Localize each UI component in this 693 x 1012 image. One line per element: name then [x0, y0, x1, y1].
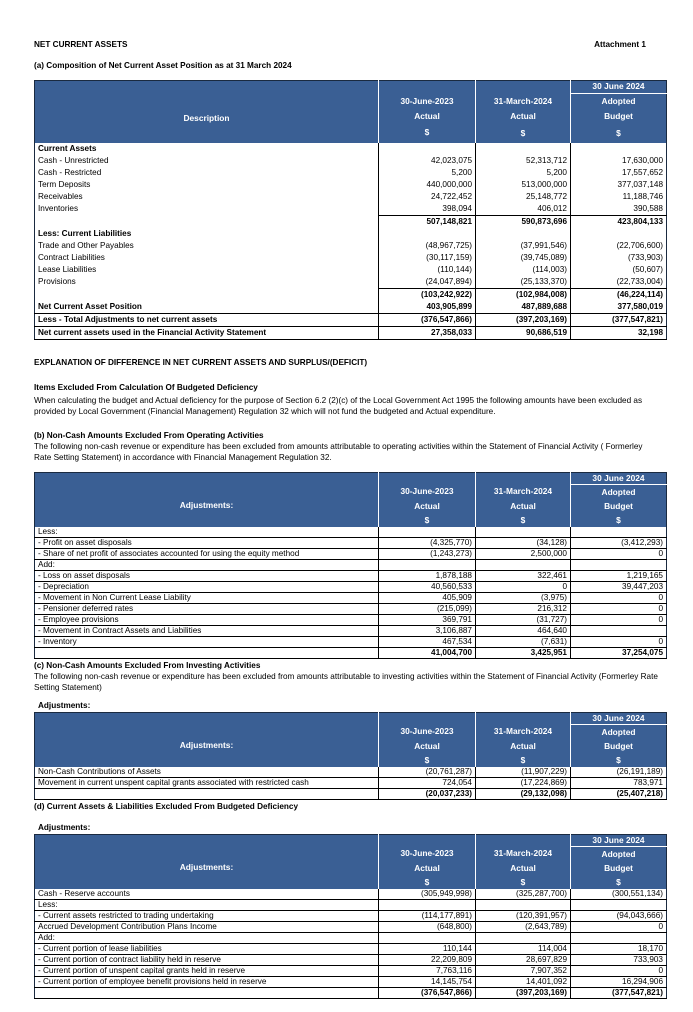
row-value: 513,000,000: [476, 179, 571, 191]
row-value: 1,878,188: [379, 571, 476, 582]
row-value: 405,909: [379, 593, 476, 604]
table-row: [35, 276, 667, 289]
row-value: [571, 228, 667, 240]
row-value: (25,407,218): [571, 789, 667, 800]
row-label: Term Deposits: [35, 179, 379, 191]
row-value: 14,145,754: [379, 977, 476, 988]
row-value: 783,971: [571, 778, 667, 789]
row-label: Add:: [35, 933, 379, 944]
row-value: 27,358,033: [379, 327, 476, 340]
row-value: (34,128): [476, 538, 571, 549]
row-value: (31,727): [476, 615, 571, 626]
budget-date-header: 30 June 2024: [571, 473, 667, 485]
table-row: [35, 977, 667, 988]
row-value: 110,144: [379, 944, 476, 955]
row-label: - Current portion of lease liabilities: [35, 944, 379, 955]
table-row: [35, 264, 667, 276]
adjustments-header: Adjustments:: [35, 713, 379, 768]
row-value: (648,800): [379, 922, 476, 933]
row-value: 16,294,906: [571, 977, 667, 988]
col1-header-currency: $: [379, 753, 476, 767]
row-value: (733,903): [627, 253, 663, 262]
row-value: (305,949,998): [379, 889, 476, 900]
table-row: [35, 314, 667, 327]
row-value: 17,630,000: [622, 156, 663, 165]
row-value: [476, 933, 571, 944]
section-b-text: The following non-cash revenue or expenditure has been excluded from amounts attributable to operating activities within the Statement of Financial Activity ( Formerley Rate Setting Statement) in accordance with Financial Management Regulation 32.: [34, 442, 643, 462]
adjustments-header: Adjustments:: [35, 473, 379, 528]
col2-header-currency: $: [476, 753, 571, 767]
row-label: Current Assets: [35, 143, 379, 155]
row-value: (102,984,008): [476, 289, 571, 302]
table-row: [35, 966, 667, 977]
row-value: 18,170: [571, 944, 667, 955]
row-value: 3,106,887: [379, 626, 476, 637]
table-row: [35, 289, 667, 302]
table-row: [35, 228, 667, 240]
table-row: [35, 549, 667, 560]
row-label: - Movement in Contract Assets and Liabilities: [35, 626, 379, 637]
row-value: (20,037,233): [379, 789, 476, 800]
row-value: 114,004: [476, 944, 571, 955]
table-c: [34, 712, 667, 800]
row-value: (397,203,169): [476, 314, 571, 327]
row-value: 7,763,116: [379, 966, 476, 977]
row-value: 32,198: [571, 327, 667, 340]
col2-header-actual: Actual: [476, 861, 571, 875]
col1-header-date: 30-June-2023: [379, 485, 476, 500]
table-row: [35, 637, 667, 648]
row-value: 507,148,821: [379, 216, 476, 229]
row-label: - Current portion of contract liability held in reserve: [35, 955, 379, 966]
col3-header-currency: $: [571, 513, 667, 527]
row-value: 0: [571, 966, 667, 977]
col3-header-adopted: Adopted: [571, 847, 667, 862]
row-value: [571, 527, 667, 538]
table-row: [35, 327, 667, 340]
section-d-adjustments-label: Adjustments:: [38, 823, 91, 832]
col3-header-currency: $: [571, 125, 667, 143]
explanation-title: EXPLANATION OF DIFFERENCE IN NET CURRENT ASSETS AND SURPLUS/(DEFICIT): [34, 358, 368, 367]
row-value: [476, 560, 571, 571]
row-label: - Current assets restricted to trading undertaking: [35, 911, 379, 922]
col3-header-currency: $: [571, 753, 667, 767]
col1-header-actual: Actual: [379, 109, 476, 124]
row-label: Less - Total Adjustments to net current assets: [35, 314, 379, 327]
row-label: Lease Liabilities: [35, 264, 379, 276]
col1-header-actual: Actual: [379, 499, 476, 513]
row-value: (20,761,287): [379, 767, 476, 778]
table-row: [35, 615, 667, 626]
row-value: (37,991,546): [476, 240, 571, 252]
col3-header-budget: Budget: [571, 739, 667, 753]
section-c-text: The following non-cash revenue or expenditure has been excluded from amounts attributable to investing activities within the Statement of Financial Activity (Formerley Rate Setting Statement): [34, 672, 658, 692]
table-row: [35, 179, 667, 191]
row-label: Add:: [35, 560, 379, 571]
row-value: 423,804,133: [571, 216, 667, 229]
table-row: [35, 889, 667, 900]
row-value: (114,003): [476, 264, 571, 276]
row-label: Provisions: [35, 276, 379, 289]
row-label: [35, 216, 379, 229]
budget-date-header: 30 June 2024: [571, 81, 667, 94]
row-label: Less:: [35, 527, 379, 538]
row-value: (17,224,869): [476, 778, 571, 789]
row-label: - Inventory: [35, 637, 379, 648]
row-value: (3,975): [476, 593, 571, 604]
row-value: 5,200: [379, 167, 476, 179]
row-value: 377,580,019: [571, 301, 667, 314]
row-value: (26,191,189): [571, 767, 667, 778]
row-value: (22,706,600): [616, 241, 663, 250]
row-value: (50,607): [632, 265, 663, 274]
row-value: [476, 527, 571, 538]
row-value: 41,004,700: [379, 648, 476, 659]
table-row: [35, 582, 667, 593]
row-value: [571, 900, 667, 911]
table-row: [35, 155, 667, 167]
row-label: [35, 289, 379, 302]
row-value: (2,643,789): [476, 922, 571, 933]
row-value: 2,500,000: [476, 549, 571, 560]
table-row: [35, 203, 667, 216]
row-value: 25,148,772: [476, 191, 571, 203]
row-value: 0: [476, 582, 571, 593]
col1-header-actual: Actual: [379, 739, 476, 753]
col1-header-date: 30-June-2023: [379, 93, 476, 109]
row-label: Receivables: [35, 191, 379, 203]
col2-header-actual: Actual: [476, 739, 571, 753]
table-row: [35, 988, 667, 999]
row-value: (29,132,098): [476, 789, 571, 800]
row-value: 0: [571, 604, 667, 615]
row-value: 733,903: [571, 955, 667, 966]
row-value: 1,219,165: [571, 571, 667, 582]
row-value: (39,745,089): [476, 252, 571, 264]
row-label: [35, 789, 379, 800]
row-value: [379, 900, 476, 911]
section-a-title: (a) Composition of Net Current Asset Position as at 31 March 2024: [34, 61, 292, 70]
table-row: [35, 593, 667, 604]
row-label: - Current portion of unspent capital grants held in reserve: [35, 966, 379, 977]
row-label: Movement in current unspent capital grants associated with restricted cash: [35, 778, 379, 789]
section-c-title: (c) Non-Cash Amounts Excluded From Investing Activities: [34, 661, 261, 670]
row-value: 406,012: [476, 203, 571, 216]
col1-header-actual: Actual: [379, 861, 476, 875]
row-label: Net Current Asset Position: [35, 301, 379, 314]
row-value: (376,547,866): [379, 988, 476, 999]
row-value: 3,425,951: [476, 648, 571, 659]
row-value: (376,547,866): [379, 314, 476, 327]
table-row: [35, 191, 667, 203]
row-value: 42,023,075: [379, 155, 476, 167]
row-value: 5,200: [476, 167, 571, 179]
table-row: [35, 527, 667, 538]
row-label: Cash - Restricted: [35, 167, 379, 179]
row-value: [476, 900, 571, 911]
row-label: Non-Cash Contributions of Assets: [35, 767, 379, 778]
row-label: Less: Current Liabilities: [35, 228, 379, 240]
row-label: Less:: [35, 900, 379, 911]
table-row: [35, 626, 667, 637]
row-label: Cash - Reserve accounts: [35, 889, 379, 900]
row-label: Cash - Unrestricted: [35, 155, 379, 167]
row-value: 39,447,203: [571, 582, 667, 593]
col2-header-currency: $: [476, 513, 571, 527]
row-label: [35, 648, 379, 659]
row-value: 0: [571, 637, 667, 648]
row-label: Accrued Development Contribution Plans Income: [35, 922, 379, 933]
col3-header-budget: Budget: [571, 109, 667, 124]
row-value: (94,043,666): [571, 911, 667, 922]
table-row: [35, 900, 667, 911]
row-value: (114,177,891): [379, 911, 476, 922]
row-value: [379, 560, 476, 571]
table-row: [35, 933, 667, 944]
col1-header-date: 30-June-2023: [379, 725, 476, 740]
row-value: [379, 527, 476, 538]
row-value: (3,412,293): [571, 538, 667, 549]
table-row: [35, 778, 667, 789]
row-value: 37,254,075: [571, 648, 667, 659]
col2-header-actual: Actual: [476, 499, 571, 513]
row-value: [379, 143, 476, 155]
row-value: 40,560,533: [379, 582, 476, 593]
attachment-label: Attachment 1: [594, 40, 646, 49]
table-row: [35, 301, 667, 314]
row-value: 52,313,712: [476, 155, 571, 167]
table-row: [35, 167, 667, 179]
row-label: Contract Liabilities: [35, 252, 379, 264]
row-value: [571, 933, 667, 944]
row-value: (24,047,894): [379, 276, 476, 289]
row-label: - Share of net profit of associates accounted for using the equity method: [35, 549, 379, 560]
row-value: 440,000,000: [379, 179, 476, 191]
row-value: 398,094: [379, 203, 476, 216]
row-value: 0: [571, 615, 667, 626]
col3-header-budget: Budget: [571, 861, 667, 875]
row-value: (300,551,134): [571, 889, 667, 900]
row-value: 464,640: [476, 626, 571, 637]
row-value: (46,224,114): [571, 289, 667, 302]
col3-header-currency: $: [571, 875, 667, 889]
row-value: (7,631): [476, 637, 571, 648]
row-value: (397,203,169): [476, 988, 571, 999]
row-value: [476, 143, 571, 155]
row-value: (25,133,370): [476, 276, 571, 289]
row-value: 28,697,829: [476, 955, 571, 966]
items-excluded-text: When calculating the budget and Actual deficiency for the purpose of Section 6.2 (2)(c) of the Local Government Act 1995 the following amounts have been excluded as provided by Local Government (Financial Management) Regulation 32 which will not fund the budgeted and Actual expenditure.: [34, 396, 643, 416]
table-row: [35, 216, 667, 229]
row-value: 0: [571, 922, 667, 933]
col3-header-adopted: Adopted: [571, 93, 667, 109]
row-value: 24,722,452: [379, 191, 476, 203]
row-value: 0: [571, 593, 667, 604]
table-row: [35, 922, 667, 933]
col1-header-currency: $: [379, 513, 476, 527]
row-label: Inventories: [35, 203, 379, 216]
row-value: (120,391,957): [476, 911, 571, 922]
table-row: [35, 911, 667, 922]
row-label: - Movement in Non Current Lease Liability: [35, 593, 379, 604]
row-value: [571, 560, 667, 571]
row-label: - Pensioner deferred rates: [35, 604, 379, 615]
row-value: 487,889,688: [476, 301, 571, 314]
table-row: [35, 143, 667, 155]
table-row: [35, 955, 667, 966]
section-d-title: (d) Current Assets & Liabilities Excluded From Budgeted Deficiency: [34, 802, 299, 811]
table-b: [34, 472, 667, 659]
row-value: [379, 933, 476, 944]
budget-date-header: 30 June 2024: [571, 713, 667, 725]
row-value: 7,907,352: [476, 966, 571, 977]
row-value: 590,873,696: [476, 216, 571, 229]
col2-header-date: 31-March-2024: [476, 847, 571, 862]
table-row: [35, 571, 667, 582]
adjustments-header: Adjustments:: [35, 835, 379, 890]
row-value: (1,243,273): [379, 549, 476, 560]
row-label: Trade and Other Payables: [35, 240, 379, 252]
section-c-adjustments-label: Adjustments:: [38, 701, 91, 710]
row-value: (30,117,159): [379, 252, 476, 264]
row-value: 17,557,652: [622, 168, 663, 177]
col2-header-date: 31-March-2024: [476, 725, 571, 740]
row-value: 322,461: [476, 571, 571, 582]
row-value: 390,588: [633, 204, 663, 213]
col1-header-currency: $: [379, 125, 476, 143]
row-label: Net current assets used in the Financial Activity Statement: [35, 327, 379, 340]
row-value: 11,188,746: [622, 192, 663, 201]
row-value: (11,907,229): [476, 767, 571, 778]
row-value: [571, 626, 667, 637]
table-row: [35, 560, 667, 571]
row-label: - Profit on asset disposals: [35, 538, 379, 549]
row-value: 369,791: [379, 615, 476, 626]
table-a: [34, 80, 667, 340]
row-value: (215,099): [379, 604, 476, 615]
table-row: [35, 252, 667, 264]
row-value: 22,209,809: [379, 955, 476, 966]
table-row: [35, 240, 667, 252]
row-value: 216,312: [476, 604, 571, 615]
row-value: (48,967,725): [379, 240, 476, 252]
table-row: [35, 648, 667, 659]
col3-header-adopted: Adopted: [571, 725, 667, 740]
col3-header-adopted: Adopted: [571, 485, 667, 500]
row-value: [379, 228, 476, 240]
row-value: 14,401,092: [476, 977, 571, 988]
table-d: [34, 834, 667, 999]
row-label: - Depreciation: [35, 582, 379, 593]
row-value: 467,534: [379, 637, 476, 648]
col3-header-budget: Budget: [571, 499, 667, 513]
page-title: NET CURRENT ASSETS: [34, 40, 128, 49]
row-value: 90,686,519: [476, 327, 571, 340]
row-value: (103,242,922): [379, 289, 476, 302]
row-value: 0: [571, 549, 667, 560]
row-value: (22,733,004): [616, 277, 663, 286]
row-value: 403,905,899: [379, 301, 476, 314]
row-value: (377,547,821): [571, 988, 667, 999]
table-row: [35, 789, 667, 800]
table-row: [35, 944, 667, 955]
col2-header-currency: $: [476, 875, 571, 889]
row-value: [476, 228, 571, 240]
row-value: (377,547,821): [571, 314, 667, 327]
items-excluded-title: Items Excluded From Calculation Of Budgeted Deficiency: [34, 383, 258, 392]
row-label: - Current portion of employee benefit provisions held in reserve: [35, 977, 379, 988]
row-value: 724,054: [379, 778, 476, 789]
col2-header-date: 31-March-2024: [476, 93, 571, 109]
row-value: (110,144): [379, 264, 476, 276]
section-b-title: (b) Non-Cash Amounts Excluded From Operating Activities: [34, 431, 264, 440]
row-value: 377,037,148: [617, 180, 663, 189]
col2-header-date: 31-March-2024: [476, 485, 571, 500]
row-label: [35, 988, 379, 999]
row-value: (4,325,770): [379, 538, 476, 549]
row-value: [571, 143, 667, 155]
table-row: [35, 767, 667, 778]
table-row: [35, 538, 667, 549]
table-row: [35, 604, 667, 615]
row-value: (325,287,700): [476, 889, 571, 900]
description-header: Description: [35, 81, 379, 144]
col2-header-actual: Actual: [476, 109, 571, 124]
row-label: - Employee provisions: [35, 615, 379, 626]
budget-date-header: 30 June 2024: [571, 835, 667, 847]
row-label: - Loss on asset disposals: [35, 571, 379, 582]
col1-header-currency: $: [379, 875, 476, 889]
col2-header-currency: $: [476, 125, 571, 143]
col1-header-date: 30-June-2023: [379, 847, 476, 862]
